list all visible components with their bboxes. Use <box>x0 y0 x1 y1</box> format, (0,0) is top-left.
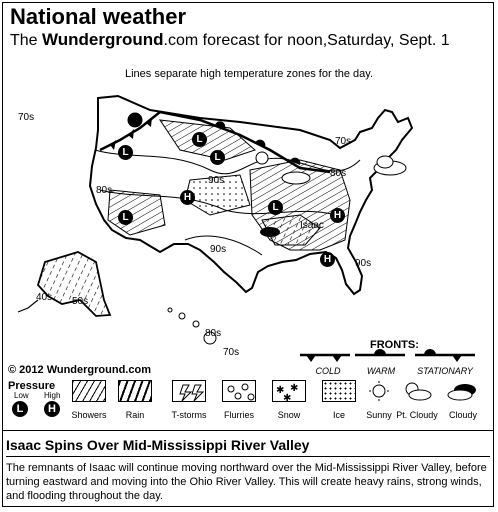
subtitle-prefix: The <box>10 32 38 49</box>
legend-flurries-swatch <box>222 380 256 402</box>
page-title: National weather <box>10 4 187 29</box>
subtitle-suffix: .com forecast for noon,Saturday, Sept. 1 <box>163 32 450 49</box>
temp-label: 70s <box>18 112 35 123</box>
front-label-cold: COLD <box>315 366 341 376</box>
front-label-stationary: STATIONARY <box>417 366 473 376</box>
legend-snow-swatch <box>272 380 306 402</box>
storm-label-isaac: Isaac <box>300 220 324 231</box>
copyright: © 2012 Wunderground.com <box>8 364 151 376</box>
low-pressure-center: L <box>192 132 207 147</box>
temp-label: 90s <box>208 175 225 186</box>
temp-label: 70s <box>335 136 352 147</box>
temp-label: 40s <box>36 292 53 303</box>
low-pressure-center: L <box>210 150 225 165</box>
temp-label: 80s <box>330 168 347 179</box>
legend-flurries-label: Flurries <box>223 410 254 420</box>
svg-text:✱: ✱ <box>283 393 292 403</box>
legend-ice-label: Ice <box>332 410 345 420</box>
fronts-title: FRONTS: <box>370 339 419 351</box>
sun-icon-northwest <box>128 113 142 127</box>
legend-cloudy-swatch <box>446 380 480 402</box>
legend-low-symbol: L <box>12 401 28 417</box>
high-pressure-center: H <box>320 252 335 267</box>
low-pressure-center: L <box>268 200 283 215</box>
legend-cold-tooth <box>332 355 342 362</box>
story-title: Isaac Spins Over Mid-Mississippi River Valley <box>6 437 310 453</box>
legend-showers-swatch <box>72 380 106 402</box>
temp-label: 80s <box>205 328 222 339</box>
high-pressure-center: H <box>180 190 195 205</box>
legend-stationary-tooth <box>452 355 462 362</box>
svg-text:✱: ✱ <box>290 383 299 394</box>
legend-high-symbol: H <box>44 401 60 417</box>
legend-showers-label: Showers <box>71 410 107 420</box>
alaska-islands <box>18 300 38 312</box>
legend-tstorms-label: T-storms <box>171 410 207 420</box>
low-pressure-center: L <box>118 210 133 225</box>
high-pressure-center: H <box>330 208 345 223</box>
legend-cold-tooth <box>306 355 316 362</box>
legend-sunny-swatch <box>362 380 396 402</box>
temp-label: 90s <box>210 244 227 255</box>
legend-stationary-bump <box>424 349 436 355</box>
legend-pressure-title: Pressure <box>8 380 56 392</box>
temp-label: 90s <box>355 258 372 269</box>
legend-ice-swatch <box>322 380 356 402</box>
legend-snow-label: Snow <box>277 410 301 420</box>
legend-tstorms-swatch <box>172 380 206 402</box>
legend-high-label: High <box>44 391 61 400</box>
subtitle-brand: Wunderground <box>42 30 164 49</box>
temp-label: 70s <box>223 347 240 358</box>
temp-label: 80s <box>96 185 113 196</box>
section-divider <box>2 430 494 431</box>
legend-low-label: Low <box>14 391 29 400</box>
legend-rain-swatch <box>118 380 152 402</box>
legend-ptcloudy-swatch <box>400 380 434 402</box>
svg-text:✱: ✱ <box>276 385 285 396</box>
legend-sunny-label: Sunny <box>366 410 392 420</box>
legend-cloudy-label: Cloudy <box>448 410 477 420</box>
map-note: Lines separate high temperature zones for the day. <box>124 68 374 80</box>
low-pressure-center: L <box>118 145 133 160</box>
story-body: The remnants of Isaac will continue moving northward over the Mid-Mississippi River Valley, before turning eastward and moving into the Ohio River Valley. This will create heavy rains, strong winds, and flooding throughout the day. <box>6 462 487 502</box>
temp-label: 50s <box>72 296 89 307</box>
legend-rain-label: Rain <box>125 410 145 420</box>
legend-ptcloudy-label: Pt. Cloudy <box>396 410 438 420</box>
sun-icon-map <box>256 152 268 164</box>
story-title-rule <box>6 456 490 457</box>
front-label-warm: WARM <box>366 366 396 376</box>
